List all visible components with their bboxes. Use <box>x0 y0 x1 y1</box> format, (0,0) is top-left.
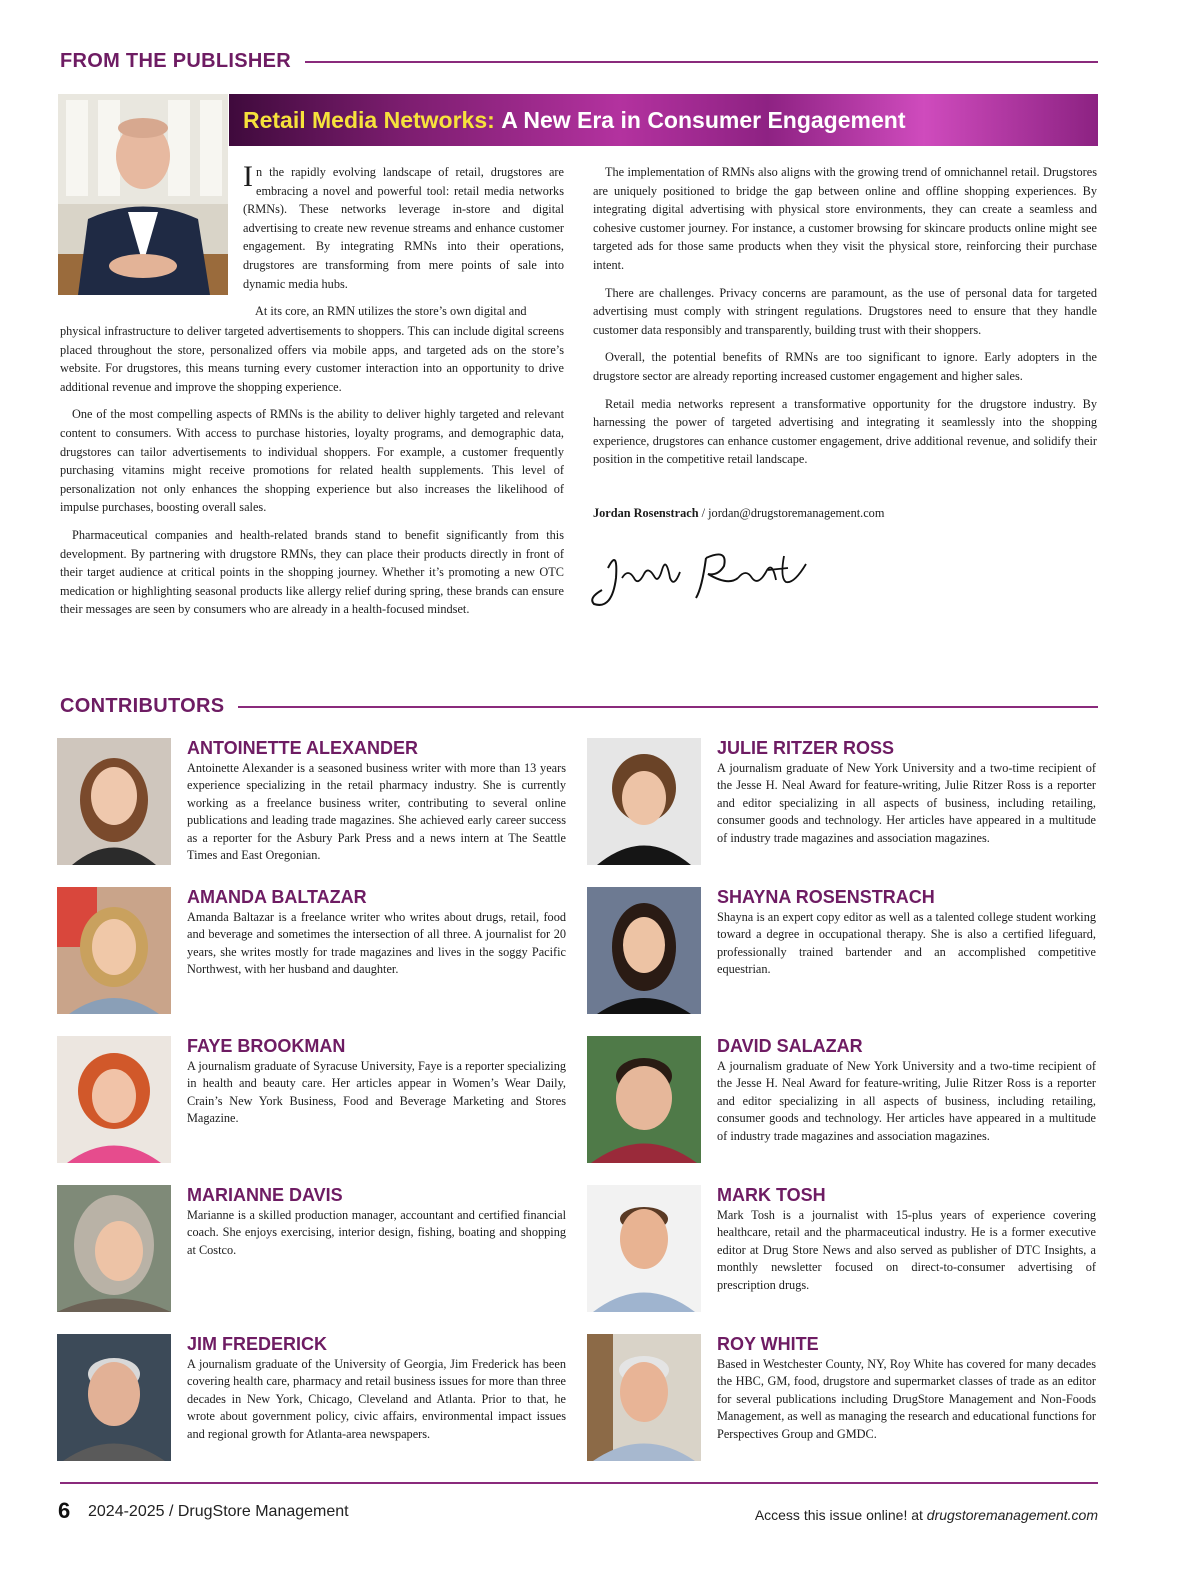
article-paragraph-6: There are challenges. Privacy concerns are paramount, as the use of personal data for targeted advertising must comply with stringent regulations. Drugstores need to ensure that they handle customer data responsibly and transparently, building trust with their shoppers. <box>593 285 1097 337</box>
contributor-name: DAVID SALAZAR <box>717 1036 863 1056</box>
contributor-card <box>587 1036 1099 1164</box>
contributor-photo <box>57 887 171 1014</box>
contributor-card <box>57 1185 569 1313</box>
article-title: A New Era in Consumer Engagement <box>501 106 906 133</box>
contributor-bio: Antoinette Alexander is a seasoned business writer with more than 13 years experience specializing in the retail pharmacy industry. She is currently working as a freelance business writer, contributing to several online publications and leading trade magazines. She achieved early career success as a reporter for the Asbury Park Press and a news intern at The Seattle Times and East Oregonian. <box>187 761 566 863</box>
contributor-name: JULIE RITZER ROSS <box>717 738 895 758</box>
contributor-photo <box>587 887 701 1014</box>
contributor-card <box>57 738 569 866</box>
author-name: Jordan Rosenstrach <box>593 506 699 520</box>
website-link[interactable]: drugstoremanagement.com <box>926 1507 1098 1523</box>
contributor-photo <box>587 1185 701 1312</box>
contributor-photo <box>587 1334 701 1461</box>
article-paragraph-1: In the rapidly evolving landscape of retail, drugstores are embracing a novel and powerful tool: retail media networks (RMNs). These networks leverage in-store and digital advertising to create new revenue streams and enhance customer engagement. By integrating RMNs into their operations, drugstores are transforming from mere points of sale into dynamic media hubs. <box>243 160 564 291</box>
contributor-photo <box>587 1036 701 1163</box>
article-left-top <box>243 160 564 321</box>
publisher-section-header <box>60 50 1098 73</box>
contributor-photo <box>587 738 701 865</box>
author-email[interactable]: jordan@drugstoremanagement.com <box>708 506 885 520</box>
article-paragraph-3: One of the most compelling aspects of RMNs is the ability to deliver highly targeted and relevant content to consumers. With access to purchase histories, loyalty programs, and demographic data, drugstores can tailor advertisements to individual shoppers. For example, a customer frequently purchasing vitamins might receive promotions for related health supplements. This level of personalization not only enhances the shopping experience but also increases the likelihood of impulse purchases, boosting overall sales. <box>60 407 564 515</box>
contributor-bio: A journalism graduate of New York University and a two-time recipient of the Jesse H. Neal Award for feature-writing, Julie Ritzer Ross is a reporter and editor specializing in all aspects of business, including retailing, consumer goods and technology. Her articles have appeared in a multitude of industry trade magazines and association magazines. <box>717 761 1096 845</box>
contributor-bio: Shayna is an expert copy editor as well as a talented college student working toward a degree in occupational therapy. She is also a certified lifeguard, professionally trained bartender and an accomplished competitive equestrian. <box>717 910 1096 977</box>
article-paragraph-5: The implementation of RMNs also aligns with the growing trend of omnichannel retail. Drugstores are uniquely positioned to bridge the gap between online and offline shopping experiences. By integrating digital advertising with physical store environments, they can create a seamless and cohesive customer journey. For instance, a customer browsing for skincare products online might see targeted ads for those same products when they visit the physical store, reinforcing their purchase intent. <box>593 165 1097 272</box>
contributor-name: JIM FREDERICK <box>187 1334 328 1354</box>
dropcap: I <box>243 160 253 193</box>
article-paragraph-4: Pharmaceutical companies and health-related brands stand to benefit significantly from this development. By partnering with drugstore RMNs, they can place their products directly in front of their target audience at critical points in the shopping journey. Whether it’s promoting a new OTC medication or highlighting seasonal products like allergy relief during spring, these brands can ensure their messages are seen by consumers who are already in a health-focused mindset. <box>60 527 564 617</box>
contributor-photo <box>57 1185 171 1312</box>
contributor-bio: Amanda Baltazar is a freelance writer who writes about drugs, retail, food and beverage and sometimes the intersection of all three. A journalist for 20 years, she writes mostly for trade magazines and lives in the soggy Pacific Northwest, with her husband and daughter. <box>187 910 566 977</box>
contributor-name: ROY WHITE <box>717 1334 819 1354</box>
contributor-photo <box>57 738 171 865</box>
contributor-bio: A journalism graduate of New York University and a two-time recipient of the Jesse H. Neal Award for feature-writing, Julie Ritzer Ross is a reporter and editor specializing in all aspects of business, including retailing, consumer goods and technology. Her articles have appeared in a multitude of industry trade magazines and association magazines. <box>717 1059 1096 1143</box>
contributor-name: FAYE BROOKMAN <box>187 1036 346 1056</box>
footer-rule <box>60 1482 1098 1484</box>
contributor-bio: Based in Westchester County, NY, Roy White has covered for many decades the HBC, GM, food, drugstore and supermarket classes of trade as an editor for several publications including DrugStore Management and Non-Foods Management, as well as managing the research and educational functions for Perspectives Group and GMDC. <box>717 1357 1096 1441</box>
header-rule <box>238 706 1098 708</box>
contributor-name: MARIANNE DAVIS <box>187 1185 343 1205</box>
contributor-name: SHAYNA ROSENSTRACH <box>717 887 935 907</box>
page-number: 6 <box>58 1498 71 1523</box>
contributor-name: AMANDA BALTAZAR <box>187 887 367 907</box>
contributor-card <box>587 738 1099 866</box>
contributor-card <box>587 887 1099 1015</box>
contributor-photo <box>57 1334 171 1461</box>
contributor-bio: Marianne is a skilled production manager, accountant and certified financial coach. She enjoys exercising, interior design, fishing, boating and shopping at Costco. <box>187 1208 566 1257</box>
contributor-bio: A journalism graduate of the University of Georgia, Jim Frederick has been covering health care, pharmacy and retail business issues for more than three decades in New York, Chicago, Cleveland and Atlanta. Prior to that, he wrote about government policy, civic affairs, environmental impact issues and regional growth for Atlanta-area newspapers. <box>187 1357 566 1441</box>
handwritten-signature <box>588 538 818 623</box>
publisher-photo <box>58 94 228 295</box>
contributor-bio: A journalism graduate of Syracuse University, Faye is a reporter specializing in health and beauty care. Her articles appear in Women’s Wear Daily, Crain’s New York Business, Food and Beverage Marketing and Stores Magazine. <box>187 1059 566 1126</box>
contributor-photo <box>57 1036 171 1163</box>
contributor-name: MARK TOSH <box>717 1185 826 1205</box>
article-title-highlight: Retail Media Networks: <box>243 106 495 133</box>
article-left-column <box>60 322 564 628</box>
contributor-card <box>57 1334 569 1462</box>
access-online-note: Access this issue online! at drugstoremanagement.com <box>754 1507 1098 1523</box>
contributor-card <box>587 1185 1099 1313</box>
contributors-heading: CONTRIBUTORS <box>60 695 225 717</box>
article-paragraph-8: Retail media networks represent a transformative opportunity for the drugstore industry. By harnessing the power of targeted advertising and integrating it seamlessly into the shopping experience, drugstores can enhance customer engagement, drive additional revenue, and solidify their position in the competitive retail landscape. <box>593 396 1097 467</box>
contributor-card <box>57 887 569 1015</box>
contributor-card <box>57 1036 569 1164</box>
article-right-column <box>593 163 1097 478</box>
article-paragraph-2a: At its core, an RMN utilizes the store’s own digital and <box>255 304 527 319</box>
publisher-heading: FROM THE PUBLISHER <box>60 50 291 72</box>
header-rule <box>305 61 1098 63</box>
article-paragraph-7: Overall, the potential benefits of RMNs are too significant to ignore. Early adopters in the drugstore sector are already reporting increased customer engagement and higher sales. <box>593 350 1097 383</box>
contributor-bio: Mark Tosh is a journalist with 15-plus years of experience covering healthcare, retail and the pharmaceutical industry. He is a former executive editor at Drug Store News and also served as publisher of DTC Insights, a monthly newsletter focused on direct-to-consumer advertising of prescription drugs. <box>717 1208 1096 1292</box>
article-title-bar <box>229 94 1098 146</box>
issue-label: 2024-2025 / DrugStore Management <box>88 1503 349 1520</box>
contributor-card <box>587 1334 1099 1462</box>
contributors-section-header <box>60 695 1098 718</box>
article-paragraph-2b: physical infrastructure to deliver targeted advertisements to shoppers. This can include digital screens placed throughout the store, personalized offers via mobile apps, and targeted ads on the store’s website. For drugstores, this means turning every customer interaction into an opportunity to drive additional revenue and improve the shopping experience. <box>60 324 564 394</box>
contributor-name: ANTOINETTE ALEXANDER <box>187 738 419 758</box>
author-byline: Jordan Rosenstrach / jordan@drugstoremanagement.com <box>593 506 885 520</box>
